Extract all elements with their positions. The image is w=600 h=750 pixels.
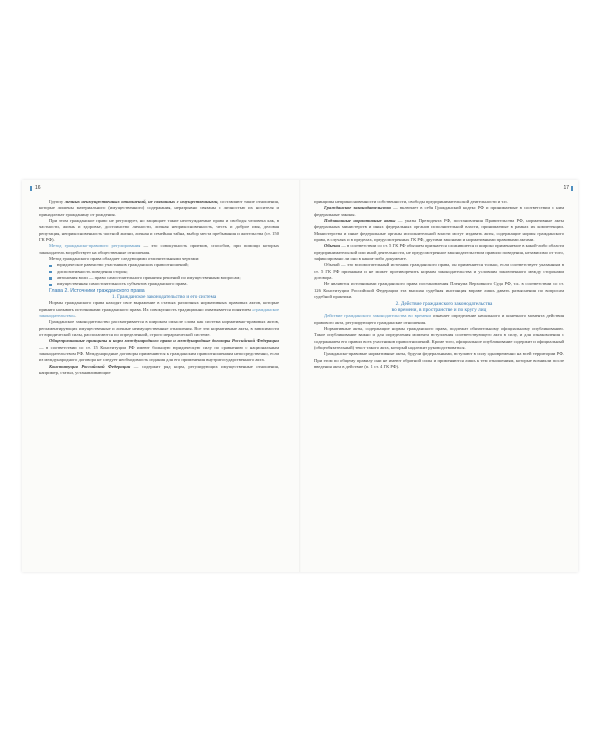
list-item: диспозитивность поведения сторон; [49,269,279,275]
left-page-text [39,199,279,376]
book-spread [22,180,578,572]
paragraph: принципы неприкосновенности собственности, свободы предпринимательской деятельности и т.п. [314,199,508,204]
page-number: 16 [35,185,41,191]
list-item: имущественная самостоятельность субъектов гражданского права. [49,281,279,287]
paragraph: Группу личных неимущественных отношений, не связанных с имущественными, составляют такие отношения, которые лишены материального (имущественного) содержания, неразрывно связаны с личностью их носителя и принадлежат гражданину от рождения. [39,199,280,217]
paragraph: Гражданское законодательство рассматривается в широком смысле слова как система нормативно-правовых актов, регламентирующих имущественные и личные неимущественные отношения. Все эти нормативные акты, в зависимости от юридической силы, располагаются по определенной, строго иерархической системе. [39,319,279,337]
paragraph: Подзаконные нормативные акты — указы Президента РФ, постановления Правительства РФ, нормативные акты федеральных министерств и иных федеральных органов исполнительной власти, принимаемые в рамках их компетенции. Министерства и иные федеральные органы исполнительной власти могут издавать акты, содержащие нормы гражданского права, в случаях и в пределах, предусмотренных ГК РФ, другими законами и нормативными правовыми актами. [314,218,564,243]
list-item: автономия воли — право самостоятельного принятия решений по имущественным вопросам; [49,275,279,281]
page-number-marker [30,186,32,191]
term: Действие гражданского законодательства во времени [324,313,431,319]
paragraph: Нормы гражданского права находят свое выражение в статьях различных нормативных правовых актов, которые принято называть источниками гражданского права. Их совокупность традиционно охватывается понятием «гражданское законодательство». [39,300,279,318]
paragraph: Метод гражданского права обладает следующими отличительными чертами: [49,256,200,262]
left-page [22,180,300,572]
right-page-text [314,199,564,370]
chapter-title: Глава 2. Источники гражданского права [49,287,145,294]
section-title: 1. Гражданское законодательство и его система [111,293,217,300]
paragraph: Гражданско-правовые нормативные акты, будучи федеральными, вступают в силу одновременно на всей территории РФ. При этом по общему правилу они не имеют обратной силы и применяются лишь к тем отношениям, которые возникли после введения акта в действие (п. 1 ст. 4 ГК РФ). [314,351,564,370]
term: Метод гражданско-правового регулирования [49,243,141,249]
paragraph: Нормативные акты, содержащие нормы гражданского права, подлежат обязательному официальному опубликованию. Такое опубликование важно и для определения момента вступления соответствующего акта в силу, и для ознакомления с содержанием его правил всех участников правоотношений. Кроме того, официальное опубликование содержит и официальный (общеобязательный) текст такого акта, который надлежит руководствоваться. [314,326,564,351]
section-title: 2. Действие гражданского законодательства во времени, в пространстве и по кругу лиц [391,300,493,313]
term: «гражданское законодательство» [39,306,279,318]
page-number-marker [571,186,573,191]
paragraph: При этом гражданское право не регулирует, но защищает такие неотчуждаемые права и свободы человека как, в частности, жизнь и здоровье, достоинство личности, личная неприкосновенность, честь и доброе имя, деловая репутация, неприкосновенность частной жизни, личная и семейная тайна, выбор места пребывания и жительства (ст. 150 ГК РФ). [39,218,279,243]
paragraph: Конституция Российской Федерации — содержит ряд норм, регулирующих имущественные отношения, например, статьи, устанавливающие [39,363,279,375]
paragraph: Не являются источниками гражданского права постановления Пленума Верховного Суда РФ, т.к. в соответствии со ст. 126 Конституции Российской Федерации эта высшая судебная инстанция вправе лишь давать разъяснения по вопросам судебной практики. [314,281,564,300]
right-page [300,180,578,572]
bullet-list [39,262,279,287]
paragraph: Общепризнанные принципы и норм международного права и международные договоры Российской Федерации — в соответствии со ст. 15 Конституции РФ имеют большую юридическую силу по сравнению с национальным законодательством РФ. Международные договоры применяются к гражданским правоотношениям непосредственно, если из международного договора не следует необходимость издания для его применения внутригосударственного акта. [39,338,279,363]
paragraph: Гражданское законодательство — включает в себя Гражданский кодекс РФ и принимаемые в соответствии с ним федеральные законы. [314,205,564,217]
list-item: юридическое равенство участников гражданских правоотношений; [49,262,279,268]
paragraph: Действие гражданского законодательства во времени означает определение начального и конечного момента действия правового акта, регулирующего гражданские отношения. [314,313,564,325]
paragraph: Обычай — это вспомогательный источник гражданского права, он применяется только, если соответствует указанным в ст. 5 ГК РФ признакам и не может противоречить нормам законодательства и условиям заключенного между сторонами договора. [314,262,564,281]
page-number: 17 [563,185,569,191]
paragraph: Обычаи — в соответствии со ст. 5 ГК РФ обычаем признается сложившееся и широко применяемое в какой-либо области предпринимательской или иной деятельности, не предусмотренное законодательством правило поведения, независимо от того, зафиксировано ли оно в каком-либо документе. [314,243,564,262]
paragraph: Метод гражданско-правового регулирования — это совокупность приемов, способов, при помощи которых законодатель воздействует на общественные отношения. [39,243,279,255]
